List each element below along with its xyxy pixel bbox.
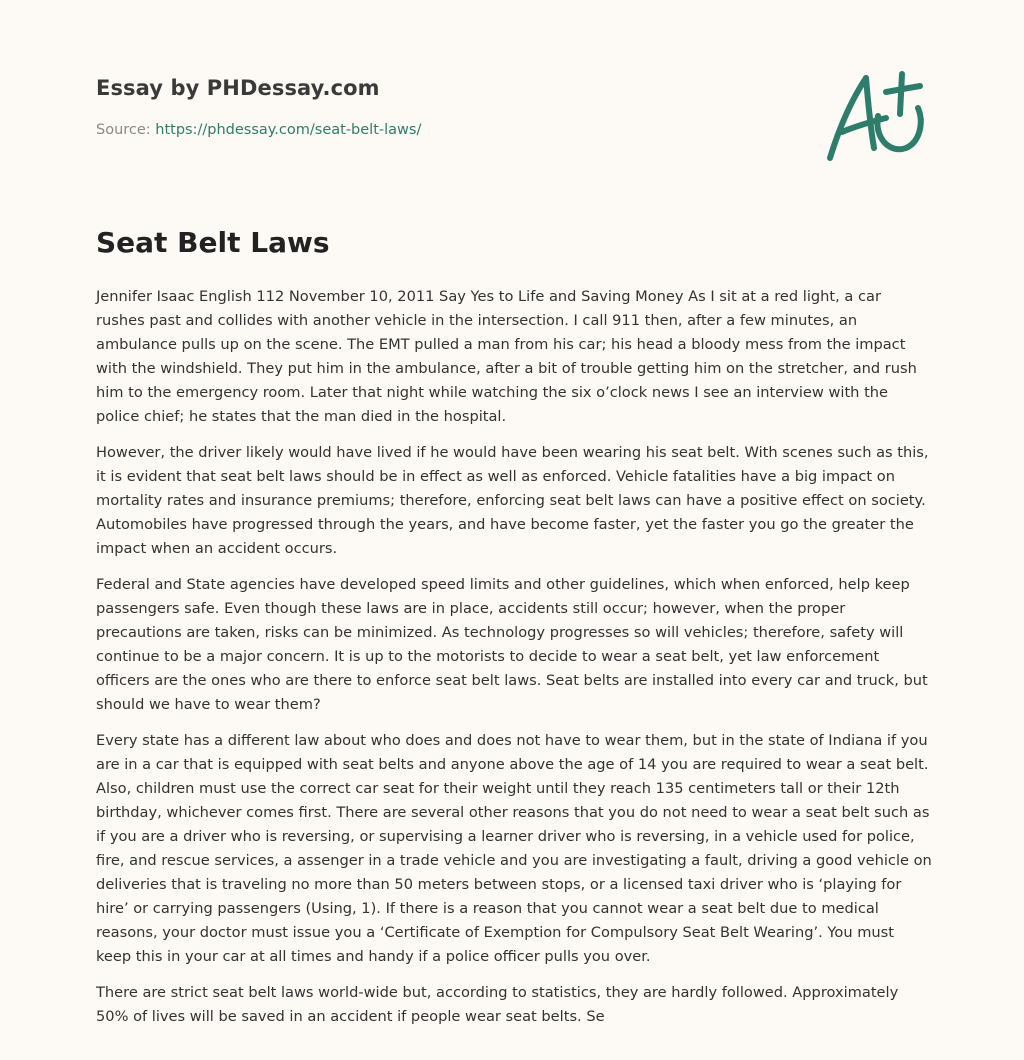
- source-label: Source:: [96, 122, 156, 138]
- paragraph: Every state has a different law about who does and does not have to wear them, but in the state of Indiana if you are in a car that is equipped with seat belts and anyone above the age of 14 you are required to wear a seat belt. Also, children must use the correct car seat for their weight until they reach 135 centimeters tall or their 12th birthday, whichever comes first. There are several other reasons that you do not need to wear a seat belt such as if you are a driver who is reversing, or supervising a learner driver who is reversing, in a vehicle used for police, fire, and rescue services, a assenger in a trade vehicle and you are investigating a fault, driving a good vehicle on deliveries that is traveling no more than 50 meters between stops, or a licensed taxi driver who is ‘playing for hire’ or carrying passengers (Using, 1). If there is a reason that you cannot wear a seat belt due to medical reasons, your doctor must issue you a ‘Certificate of Exemption for Compulsory Seat Belt Wearing’. You must keep this in your car at all times and handy if a police officer pulls you over.: [96, 732, 932, 965]
- source-line: [96, 122, 796, 138]
- paragraph: Jennifer Isaac English 112 November 10, 2011 Say Yes to Life and Saving Money As I sit at a red light, a car rushes past and collides with another vehicle in the intersection. I call 911 then, after a few minutes, an ambulance pulls up on the scene. The EMT pulled a man from his car; his head a bloody mess from the impact with the windshield. They put him in the ambulance, after a bit of trouble getting him on the stretcher, and rush him to the emergency room. Later that night while watching the six o’clock news I see an interview with the police chief; he states that the man died in the hospital.: [96, 288, 917, 425]
- paragraph: However, the driver likely would have lived if he would have been wearing his seat belt. With scenes such as this, it is evident that seat belt laws should be in effect as well as enforced. Vehicle fatalities have a big impact on mortality rates and insurance premiums; therefore, enforcing seat belt laws can have a positive effect on society. Automobiles have progressed through the years, and have become faster, yet the faster you go the greater the impact when an accident occurs.: [96, 444, 929, 557]
- source-link[interactable]: https://phdessay.com/seat-belt-laws/: [155, 122, 422, 138]
- site-brand: Essay by PHDessay.com: [96, 76, 380, 100]
- article-body: [96, 285, 932, 1041]
- paragraph: Federal and State agencies have developed speed limits and other guidelines, which when enforced, help keep passengers safe. Even though these laws are in place, accidents still occur; however, when the proper precautions are taken, risks can be minimized. As technology progresses so will vehicles; therefore, safety will continue to be a major concern. It is up to the motorists to decide to wear a seat belt, yet law enforcement officers are the ones who are there to enforce seat belt laws. Seat belts are installed into every car and truck, but should we have to wear them?: [96, 576, 928, 713]
- a-plus-logo-icon: [820, 66, 930, 166]
- paragraph: There are strict seat belt laws world-wide but, according to statistics, they are hardly followed. Approximately 50% of lives will be saved in an accident if people wear seat belts. Se: [96, 984, 899, 1025]
- header: [96, 76, 796, 138]
- article-title: Seat Belt Laws: [96, 226, 330, 259]
